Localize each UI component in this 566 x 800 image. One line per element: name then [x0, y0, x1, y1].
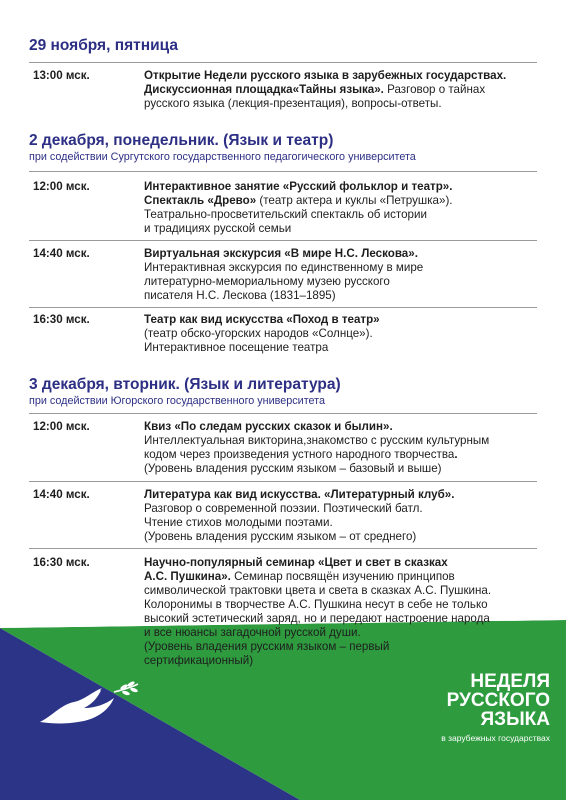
brand-subtitle: в зарубежных государствах — [441, 733, 550, 743]
event-text: Чтение стихов молодыми поэтами. — [144, 516, 333, 529]
event-line — [144, 488, 549, 502]
event-description — [144, 556, 549, 668]
event-line — [144, 530, 549, 544]
event-text: высокий эстетический заряд, но и передают настроение народа — [144, 612, 490, 625]
event-line — [144, 289, 549, 303]
event-line — [144, 83, 549, 97]
event-text: Разговор о тайнах — [383, 83, 486, 96]
event-text-bold: . — [454, 448, 458, 461]
event-line — [144, 275, 549, 289]
event-text: сертификационный) — [144, 654, 254, 667]
event-text: символической трактовки цвета и света в сказках А.С. Пушкина. — [144, 584, 492, 597]
event-line — [144, 626, 549, 640]
divider — [29, 171, 537, 172]
event-line — [144, 462, 549, 476]
event-text-bold: Квиз «По следам русских сказок и былин». — [144, 420, 393, 433]
event-line — [144, 640, 549, 654]
event-time: 16:30 мск. — [33, 313, 90, 326]
event-time: 12:00 мск. — [33, 420, 90, 433]
event-line — [144, 654, 549, 668]
event-text-bold: Научно-популярный семинар «Цвет и свет в сказках — [144, 556, 448, 569]
brand-line-1: НЕДЕЛЯ — [470, 671, 550, 692]
divider — [29, 413, 537, 414]
event-text: и все нюансы загадочной русской души. — [144, 626, 361, 639]
event-text-bold: Литература как вид искусства. «Литературный клуб». — [144, 488, 455, 501]
event-text: Интерактивная экскурсия по единственному в мире — [144, 261, 424, 274]
event-time: 13:00 мск. — [33, 69, 90, 82]
event-line — [144, 97, 549, 111]
event-line — [144, 222, 549, 236]
event-line — [144, 502, 549, 516]
event-line — [144, 556, 549, 570]
event-line — [144, 208, 549, 222]
event-text: Колоронимы в творчестве А.С. Пушкина несут в себе не только — [144, 598, 488, 611]
event-description — [144, 313, 549, 355]
event-text: Театрально-просветительский спектакль об истории — [144, 208, 427, 221]
event-text: Интерактивное посещение театра — [144, 341, 329, 354]
event-description — [144, 488, 549, 544]
event-text: (Уровень владения русским языком – от среднего) — [144, 530, 417, 543]
day-section-dec-3 — [29, 376, 341, 407]
event-line — [144, 434, 549, 448]
event-text: Семинар посвящён изучению принципов — [230, 570, 455, 583]
event-line — [144, 313, 549, 327]
event-line — [144, 570, 549, 584]
event-text: литературно-мемориальному музею русского — [144, 275, 390, 288]
event-line — [144, 327, 549, 341]
event-time: 14:40 мск. — [33, 247, 90, 260]
event-text: писателя Н.С. Лескова (1831–1895) — [144, 289, 336, 302]
event-line — [144, 194, 549, 208]
event-line — [144, 448, 549, 462]
event-text-bold: Дискуссионная площадка«Тайны языка». — [144, 83, 384, 96]
brand-line-2: РУССКОГО — [446, 690, 550, 711]
event-text: (театр обско-угорских народов «Солнце»). — [144, 327, 373, 340]
divider — [29, 62, 537, 63]
event-text: кодом через произведения устного народного творчества — [144, 448, 455, 461]
event-text: Разговор о современной поэзии. Поэтический батл. — [144, 502, 423, 515]
divider — [29, 481, 537, 482]
day-title: 2 декабря, понедельник. (Язык и театр) — [29, 132, 334, 149]
event-text-bold: Виртуальная экскурсия «В мире Н.С. Лескова». — [144, 247, 418, 260]
event-text-bold: Спектакль «Древо» — [144, 194, 257, 207]
event-text-bold: А.С. Пушкина». — [144, 570, 231, 583]
event-description — [144, 69, 549, 111]
day-title: 29 ноября, пятница — [29, 37, 178, 54]
event-text-bold: Театр как вид искусства «Поход в театр» — [144, 313, 380, 326]
event-line — [144, 180, 549, 194]
brand-line-3: ЯЗЫКА — [480, 709, 550, 730]
event-description — [144, 420, 549, 476]
day-section-nov-29 — [29, 37, 178, 55]
event-text: Интеллектуальная викторина,знакомство с русским культурным — [144, 434, 490, 447]
event-text: (театр актера и куклы «Петрушка»). — [256, 194, 453, 207]
day-section-dec-2 — [29, 132, 416, 163]
event-line — [144, 247, 549, 261]
event-time: 12:00 мск. — [33, 180, 90, 193]
event-line — [144, 261, 549, 275]
day-subtitle: при содействии Югорского государственного университета — [29, 395, 326, 407]
event-time: 14:40 мск. — [33, 488, 90, 501]
event-line — [144, 420, 549, 434]
event-text: и традициях русской семьи — [144, 222, 292, 235]
event-time: 16:30 мск. — [33, 556, 90, 569]
event-description — [144, 180, 549, 236]
event-line — [144, 341, 549, 355]
event-line — [144, 69, 549, 83]
event-text-bold: Открытие Недели русского языка в зарубежных государствах. — [144, 69, 507, 82]
day-subtitle: при содействии Сургутского государственного педагогического университета — [29, 151, 416, 163]
divider — [29, 307, 537, 308]
divider — [29, 240, 537, 241]
event-text: (Уровень владения русским языком – первый — [144, 640, 390, 653]
event-line — [144, 584, 549, 598]
event-text: (Уровень владения русским языком – базовый и выше) — [144, 462, 442, 475]
event-line — [144, 516, 549, 530]
event-line — [144, 598, 549, 612]
day-title: 3 декабря, вторник. (Язык и литература) — [29, 376, 341, 393]
event-text-bold: Интерактивное занятие «Русский фольклор и театр». — [144, 180, 453, 193]
brand-logo — [400, 672, 550, 743]
event-text: русского языка (лекция-презентация), вопросы-ответы. — [144, 97, 442, 110]
divider — [29, 548, 537, 549]
event-description — [144, 247, 549, 303]
event-line — [144, 612, 549, 626]
